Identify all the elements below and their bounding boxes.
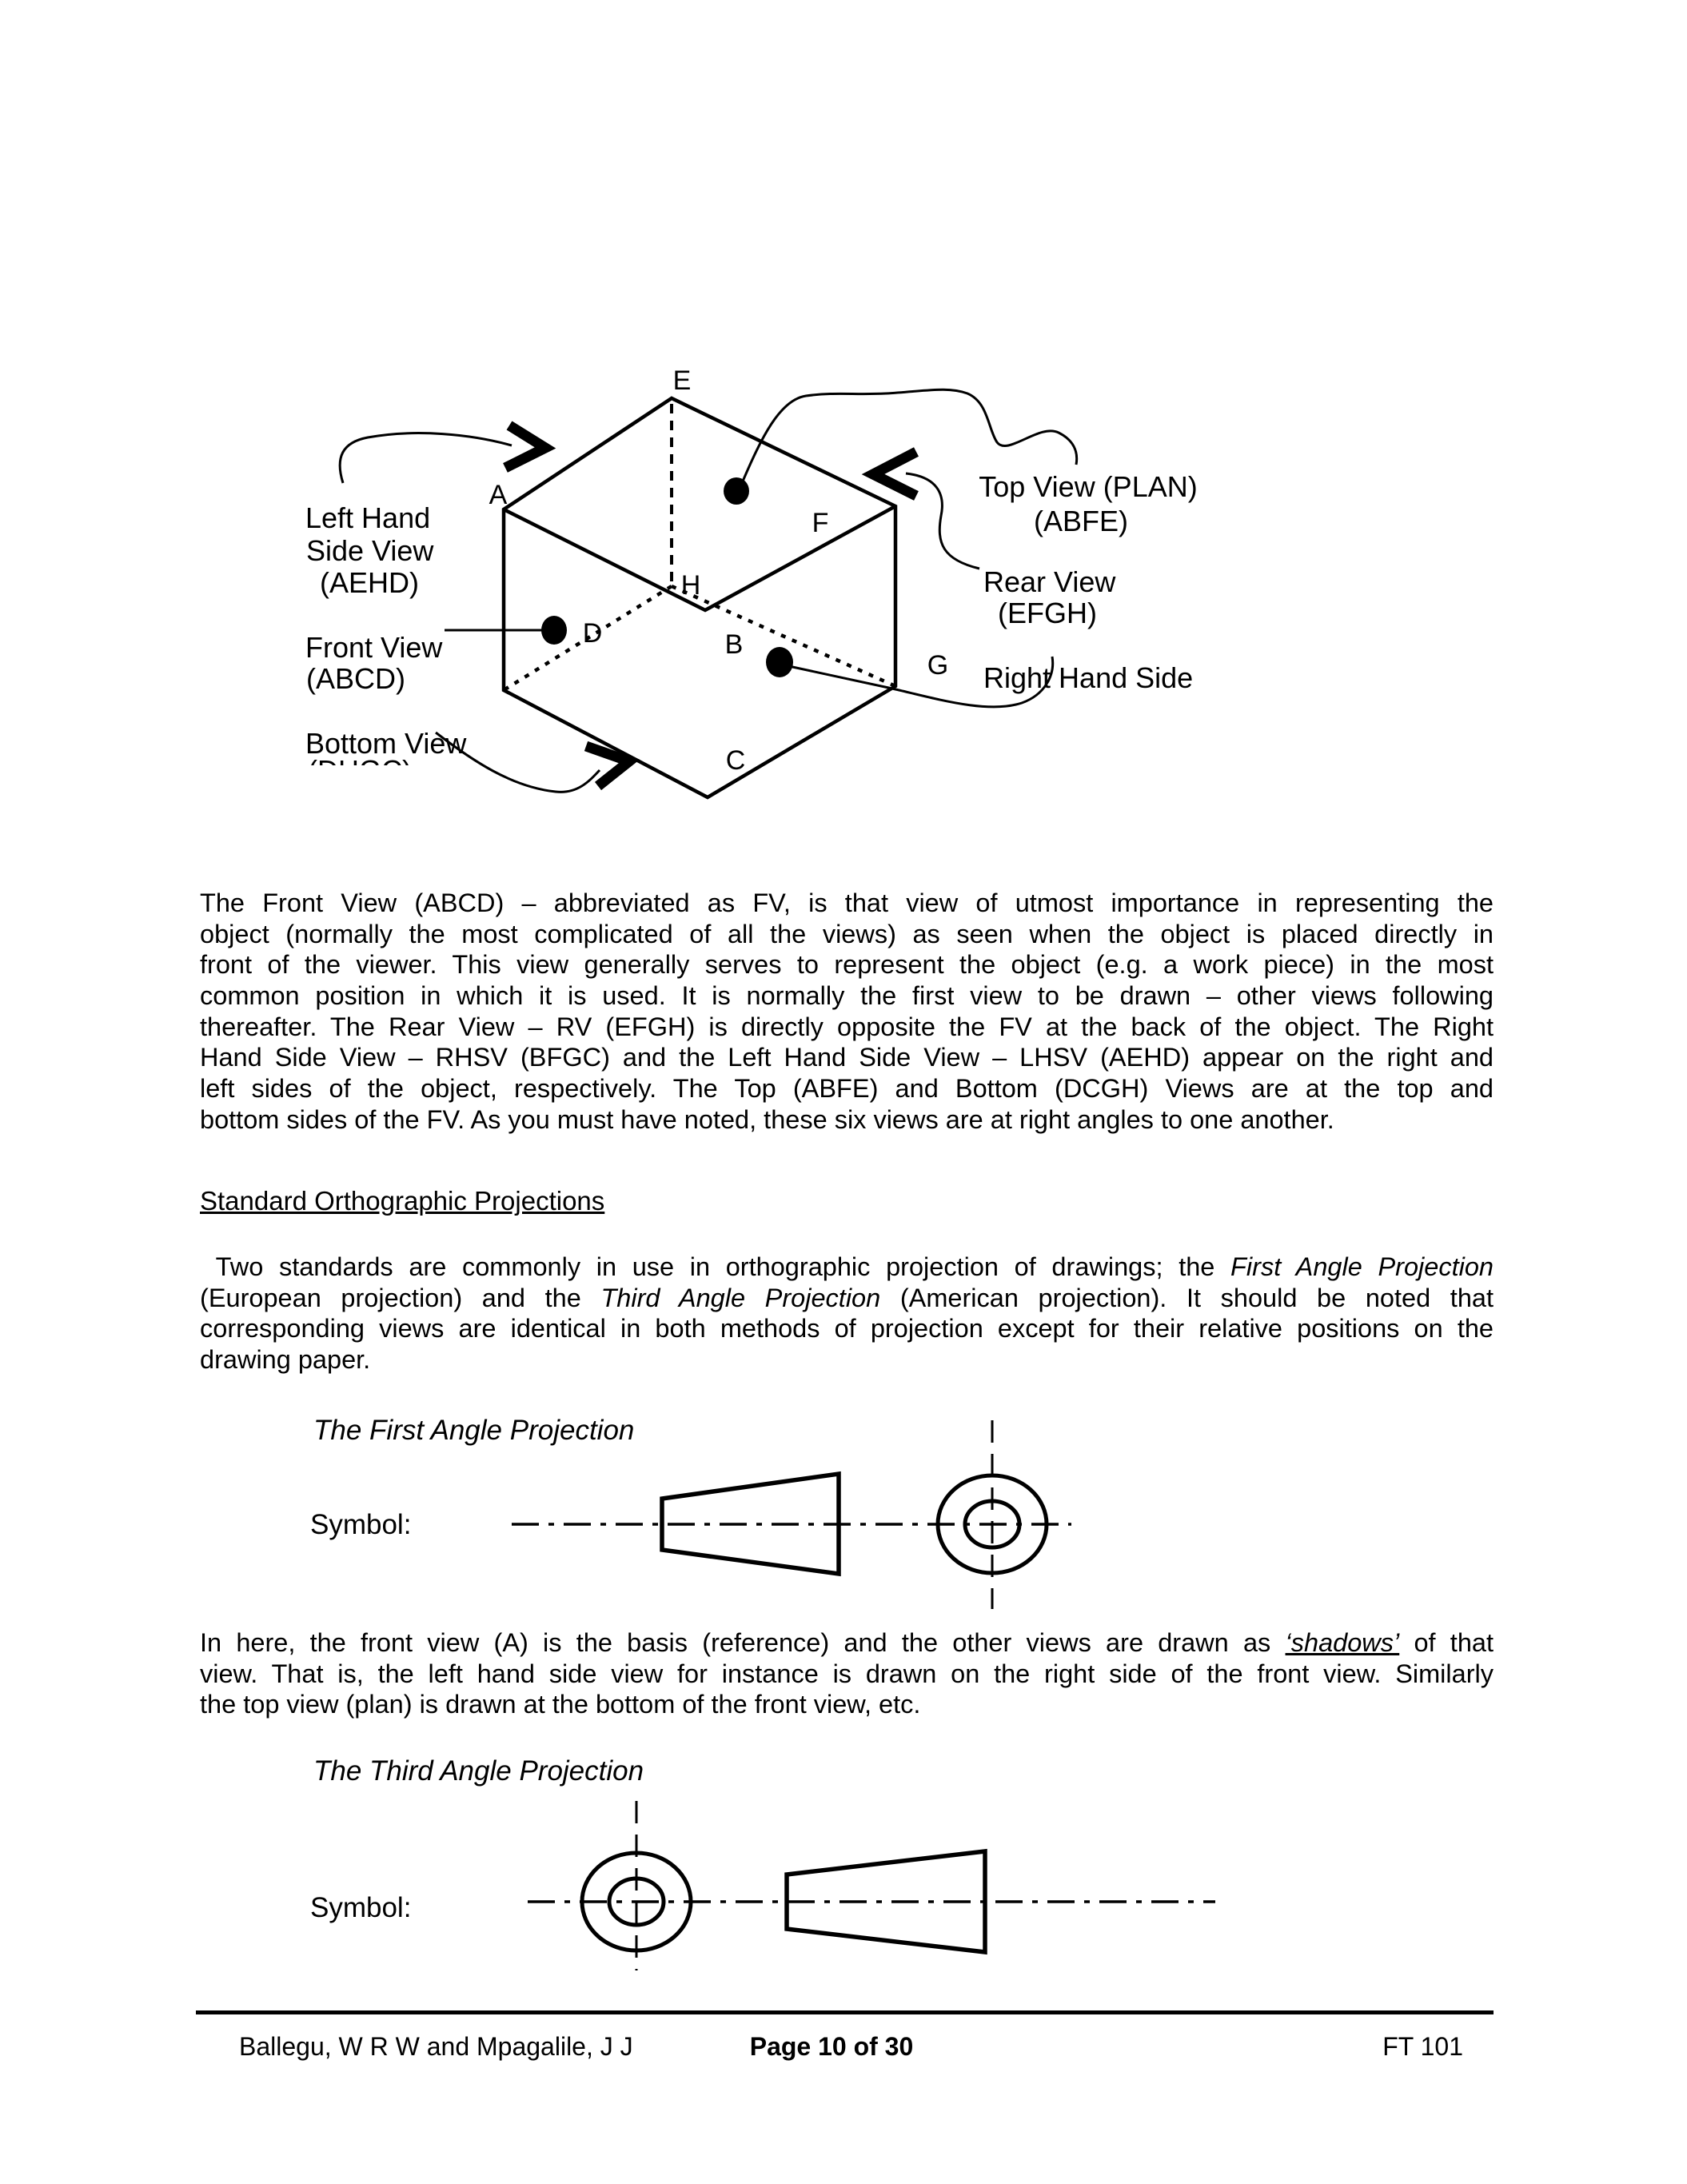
footer-authors: Ballegu, W R W and Mpagalile, J J [239, 2032, 633, 2061]
text-line: left sides of the object, respectively. The Top (ABFE) and Bottom (DCGH) Views are at the top and [200, 1074, 1494, 1104]
first-angle-heading: The First Angle Projection [313, 1415, 635, 1446]
text-line: The Front View (ABCD) – abbreviated as FV, is that view of utmost importance in representing the [200, 888, 1494, 917]
caption-clip-mask [294, 765, 466, 805]
third-angle-symbol [528, 1801, 1215, 1970]
rear-view-label: Rear View [983, 565, 1116, 598]
vertex-letters [489, 365, 949, 776]
symbol-label-first: Symbol: [310, 1509, 412, 1540]
text-line: object (normally the most complicated of all the views) as seen when the object is placed directly in [200, 919, 1494, 948]
view-labels [305, 470, 1198, 787]
text-line: the top view (plan) is drawn at the bottom of the front view, etc. [200, 1690, 921, 1719]
vertex-G: G [927, 650, 949, 681]
face-dots [541, 477, 793, 677]
left-side-view-label: (AEHD) [320, 566, 419, 599]
text-line: Hand Side View – RHSV (BFGC) and the Left Hand Side View – LHSV (AEHD) appear on the right and [200, 1043, 1494, 1072]
vertex-A: A [489, 480, 508, 510]
vertex-E: E [672, 365, 692, 396]
footer-rule [196, 2010, 1494, 2014]
left-side-view-label: Side View [306, 534, 434, 567]
front-view-label: Front View [305, 631, 443, 664]
vertex-B: B [724, 629, 744, 660]
text-line: Two standards are commonly in use in orthographic projection of drawings; the First Angle Projection [200, 1252, 1494, 1281]
section-heading: Standard Orthographic Projections [200, 1186, 605, 1216]
rear-view-label: (EFGH) [998, 597, 1097, 629]
first-angle-symbol [512, 1420, 1071, 1609]
left-side-leader-curve [340, 433, 512, 483]
text-line: common position in which it is used. It is normally the first view to be drawn – other views following [200, 981, 1494, 1011]
text-line: drawing paper. [200, 1345, 371, 1375]
text-line: front of the viewer. This view generally serves to represent the object (e.g. a work piece) in the most [200, 950, 1494, 980]
paragraph-two-standards [200, 1252, 1494, 1375]
top-face-dot [724, 477, 749, 505]
vertex-F: F [812, 508, 829, 538]
text-line: thereafter. The Rear View – RV (EFGH) is directly opposite the FV at the back of the object. The Right [200, 1012, 1494, 1041]
text-line: corresponding views are identical in both methods of projection except for their relative positions on the [200, 1314, 1494, 1344]
third-angle-heading: The Third Angle Projection [313, 1755, 644, 1787]
rear-view-leader-curve [906, 473, 979, 569]
front-face-dot [541, 616, 567, 645]
right-face-dot [766, 647, 793, 677]
bottom-view-label: Bottom View [305, 727, 467, 760]
footer-page-number: Page 10 of 30 [749, 2032, 914, 2061]
text-line: In here, the front view (A) is the basis (reference) and the other views are drawn as ‘shadows’ of that [200, 1628, 1494, 1657]
vertex-C: C [725, 745, 746, 776]
symbol-label-third: Symbol: [310, 1892, 412, 1923]
front-view-label: (ABCD) [306, 662, 405, 695]
paragraph-front-view [200, 888, 1494, 1136]
top-view-label: (ABFE) [1033, 505, 1129, 537]
text-line: view. That is, the left hand side view for instance is drawn on the right side of the front view. Similarly [200, 1659, 1494, 1688]
vertex-D: D [582, 618, 603, 649]
right-side-view-label: Right Hand Side [983, 661, 1194, 694]
paragraph-in-here [200, 1627, 1494, 1720]
vertex-H: H [680, 570, 701, 601]
left-side-arrow-icon [505, 425, 545, 468]
top-view-leader-curve [742, 389, 1077, 483]
text-line: (European projection) and the Third Angle Projection (American projection). It should be noted that [200, 1283, 1494, 1312]
top-view-label: Top View (PLAN) [979, 470, 1198, 503]
left-side-view-label: Left Hand [305, 501, 431, 534]
footer-course-code: FT 101 [1382, 2032, 1463, 2061]
text-line: bottom sides of the FV. As you must have noted, these six views are at right angles to one another. [200, 1104, 1334, 1134]
